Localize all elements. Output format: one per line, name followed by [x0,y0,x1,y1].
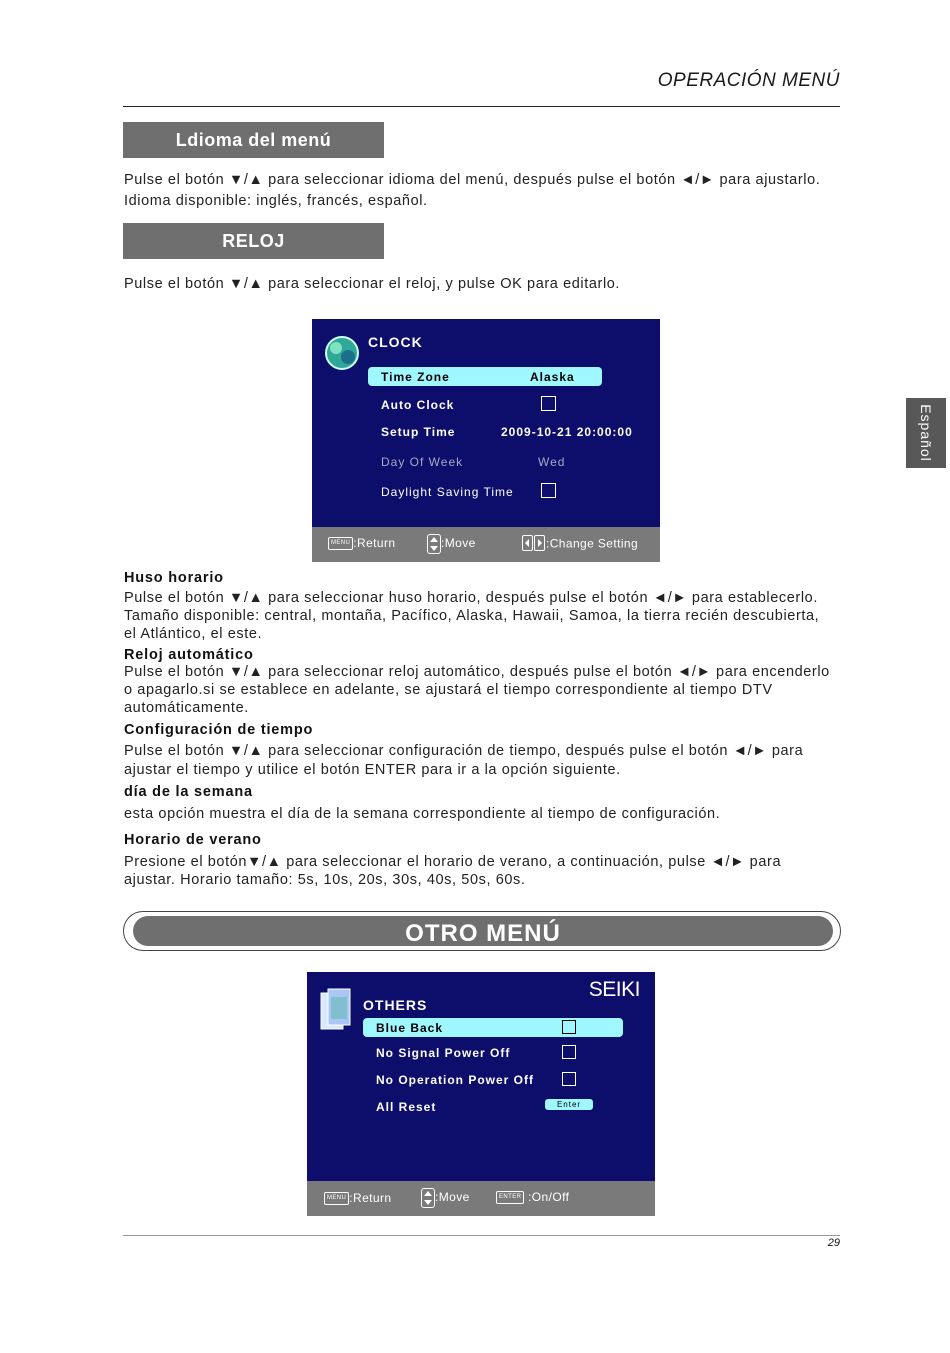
page-header-title: OPERACIÓN MENÚ [657,70,840,91]
others-menu-panel [307,972,655,1216]
otro-menu-banner: OTRO MENÚ [133,916,833,946]
header-divider [123,106,840,107]
clock-menu-panel [312,319,660,562]
language-side-tab [906,398,946,468]
desc-reloj-auto-line-1: Pulse el botón ▼/▲ para seleccionar reloj automático, después pulse el botón ◄/► para encenderlo [124,664,830,680]
move-hint: :Move [421,1188,470,1208]
no-operation-label: No Operation Power Off [376,1073,535,1087]
idioma-line-1: Pulse el botón ▼/▲ para seleccionar idioma del menú, después pulse el botón ◄/► para ajustarlo. [124,172,821,188]
desc-dia-line-1: esta opción muestra el día de la semana correspondiente al tiempo de configuración. [124,806,721,822]
time-zone-value: Alaska [530,370,575,384]
desc-huso-line-3: el Atlántico, el este. [124,626,263,642]
auto-clock-label: Auto Clock [381,398,455,412]
globe-icon [322,333,362,373]
desc-huso-line-2: Tamaño disponible: central, montaña, Pacífico, Alaska, Hawaii, Samoa, la tierra recién descubierta, [124,608,820,624]
desc-heading-huso: Huso horario [124,570,224,586]
footer-divider [123,1235,840,1236]
setup-time-value: 2009-10-21 20:00:00 [501,425,633,439]
menu-row-no-operation-power-off[interactable] [363,1070,623,1089]
menu-row-day-of-week [368,452,602,471]
onoff-hint: ENTER :On/Off [496,1190,569,1204]
return-hint: MENU :Return [328,536,395,550]
all-reset-label: All Reset [376,1100,437,1114]
return-hint: MENU :Return [324,1191,391,1205]
up-down-icon [421,1188,435,1208]
no-signal-label: No Signal Power Off [376,1046,511,1060]
left-right-icon [522,535,546,554]
auto-clock-checkbox[interactable] [541,396,556,411]
desc-verano-line-2: ajustar. Horario tamaño: 5s, 10s, 20s, 30s, 40s, 50s, 60s. [124,872,526,888]
section-heading-reloj: RELOJ [123,223,384,259]
no-operation-checkbox[interactable] [562,1072,576,1086]
menu-row-setup-time[interactable] [368,422,648,441]
setup-time-label: Setup Time [381,425,456,439]
desc-heading-verano: Horario de verano [124,832,262,848]
no-signal-checkbox[interactable] [562,1045,576,1059]
up-down-icon [427,534,441,554]
others-menu-footer [307,1181,655,1216]
day-of-week-value: Wed [538,455,566,469]
desc-config-line-1: Pulse el botón ▼/▲ para seleccionar configuración de tiempo, después pulse el botón ◄/► para [124,743,804,759]
menu-row-time-zone[interactable] [368,367,602,386]
blue-back-label: Blue Back [376,1021,444,1035]
enter-key-icon: ENTER [496,1191,524,1204]
daylight-saving-checkbox[interactable] [541,483,556,498]
idioma-line-2: Idioma disponible: inglés, francés, español. [124,193,428,209]
day-of-week-label: Day Of Week [381,455,464,469]
side-tab-label: Español [918,404,934,462]
all-reset-enter-button[interactable]: Enter [545,1099,593,1110]
desc-reloj-auto-line-3: automáticamente. [124,700,249,716]
others-menu-title: OTHERS [363,997,428,1013]
daylight-saving-label: Daylight Saving Time [381,485,514,499]
reloj-line-1: Pulse el botón ▼/▲ para seleccionar el reloj, y pulse OK para editarlo. [124,276,621,292]
desc-verano-line-1: Presione el botón▼/▲ para seleccionar el horario de verano, a continuación, pulse ◄/► para [124,854,782,870]
desc-config-line-2: ajustar el tiempo y utilice el botón ENTER para ir a la opción siguiente. [124,762,621,778]
menu-row-no-signal-power-off[interactable] [363,1043,623,1062]
time-zone-label: Time Zone [381,370,450,384]
desc-heading-dia: día de la semana [124,784,253,800]
move-hint: :Move [427,534,476,554]
documents-icon [319,987,353,1033]
seiki-logo: SEIKI [588,978,640,1001]
section-heading-idioma: Ldioma del menú [123,122,384,158]
page-number: 29 [827,1237,840,1249]
change-setting-hint: :Change Setting [522,535,638,554]
desc-huso-line-1: Pulse el botón ▼/▲ para seleccionar huso horario, después pulse el botón ◄/► para establecerlo. [124,590,818,606]
menu-row-auto-clock[interactable] [368,395,602,414]
menu-row-blue-back[interactable] [363,1018,623,1037]
menu-key-icon: MENU [328,537,353,550]
desc-heading-reloj-auto: Reloj automático [124,647,254,663]
menu-row-all-reset[interactable] [363,1097,623,1116]
clock-menu-title: CLOCK [368,334,423,350]
blue-back-checkbox[interactable] [562,1020,576,1034]
desc-reloj-auto-line-2: o apagarlo.si se establece en adelante, se ajustará el tiempo correspondiente al tiempo DTV [124,682,773,698]
clock-menu-footer [312,527,660,562]
desc-heading-config: Configuración de tiempo [124,722,314,738]
menu-row-daylight-saving[interactable] [368,482,602,501]
menu-key-icon: MENU [324,1192,349,1205]
